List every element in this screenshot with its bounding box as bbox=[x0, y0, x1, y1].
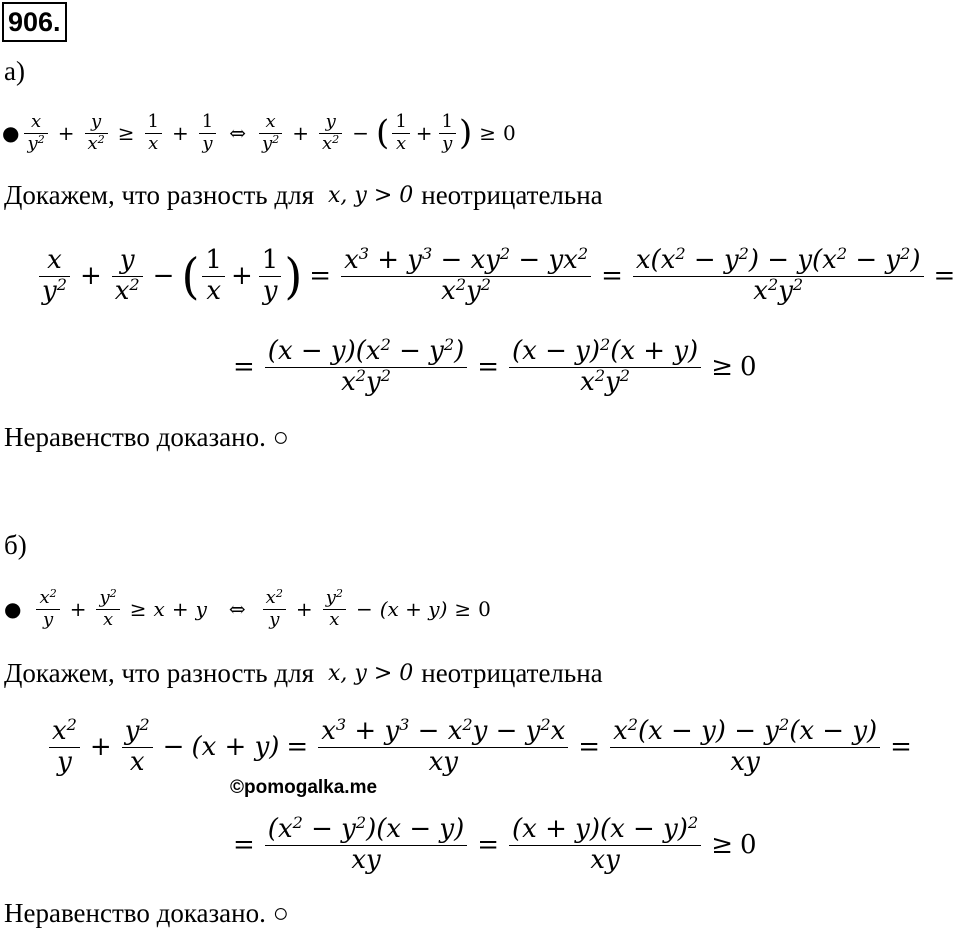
part-a-label: а) bbox=[4, 56, 25, 86]
condition: x, y > 0 bbox=[328, 660, 414, 686]
part-b-statement: ● $\frac{x^2}{y}$ + $\frac{y^2}{x}$ ≥ x + y ⇔ $\frac{x^2}{y}$ + $\frac{y^2}{x}$ − (x + y) ≥ 0 bbox=[4, 586, 491, 630]
watermark: ©pomogalka.me bbox=[230, 777, 378, 798]
part-a-prove-line bbox=[4, 178, 603, 212]
bullet-icon: ● bbox=[4, 597, 22, 621]
part-a-conclusion: Неравенство доказано. ○ bbox=[4, 422, 289, 452]
bullet-icon: ● bbox=[2, 121, 20, 145]
part-b-prove-line bbox=[4, 656, 603, 690]
part-b-derivation-2: = $\frac{(x^2 - y^2)(x - y)}{xy}$ = $\frac{(x + y)(x - y)^2}{xy}$ ≥ 0 bbox=[233, 812, 757, 875]
equivalence-icon: ⇔ bbox=[229, 121, 246, 145]
part-b-derivation-1: $\frac{x^2}{y}$ + $\frac{y^2}{x}$ − (x + y) = $\frac{x^3 + y^3 - x^2y - y^2x}{xy}$ = $\frac{x^2(x - y) - y^2(x - y)}{xy}$ = bbox=[46, 702, 919, 792]
part-b-conclusion: Неравенство доказано. ○ bbox=[4, 898, 289, 928]
equivalence-icon: ⇔ bbox=[228, 597, 246, 621]
problem-number: 906. bbox=[2, 2, 67, 42]
prove-text: Докажем, что разность для bbox=[4, 179, 314, 210]
prove-text: Докажем, что разность для bbox=[4, 657, 314, 688]
part-a-derivation-2: = $\frac{(x - y)(x^2 - y^2)}{x^2y^2}$ = $\frac{(x - y)^2(x + y)}{x^2y^2}$ ≥ 0 bbox=[233, 334, 757, 397]
part-b-label: б) bbox=[4, 530, 27, 560]
nonneg-word: неотрицательна bbox=[421, 657, 603, 688]
condition: x, y > 0 bbox=[328, 182, 414, 208]
part-a-statement: ● $\frac{x}{y^2}$ + $\frac{y}{x^2}$ ≥ $\frac{1}{x}$ + $\frac{1}{y}$ ⇔ $\frac{x}{y^2}$ + $\frac{y}{x^2}$ − ( $\frac{1}{x}$ + $\frac{1}{y}$ ) ≥ 0 bbox=[2, 110, 516, 154]
nonneg-word: неотрицательна bbox=[421, 179, 603, 210]
part-a-derivation-1: $\frac{x}{y^2}$ + $\frac{y}{x^2}$ − ( $\frac{1}{x}$ + $\frac{1}{y}$ ) = $\frac{x^3 + y^3 - xy^2 - yx^2}{x^2y^2}$ = $\frac{x(x^2 - y^2) - y(x^2 - y^2)}{x^2y^2}$ = bbox=[36, 226, 960, 326]
